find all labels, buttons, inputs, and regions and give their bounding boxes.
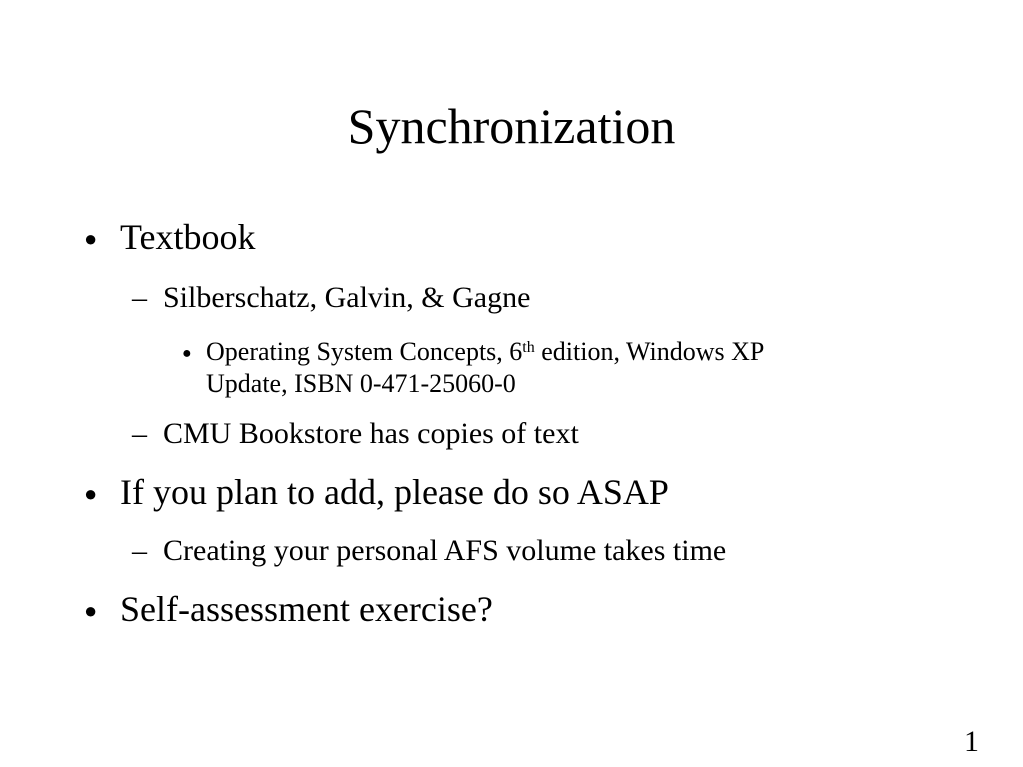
bullet-marker: ●	[84, 598, 98, 623]
book-details-line-2: Update, ISBN 0-471-25060-0	[206, 369, 516, 398]
sub-bullet-text: Creating your personal AFS volume takes time	[163, 534, 727, 567]
bullet-text: Self-assessment exercise?	[120, 589, 493, 629]
dash-marker: –	[132, 417, 147, 450]
sub-bullet-text: CMU Bookstore has copies of text	[163, 417, 579, 450]
book-text-before-sup: Operating System Concepts, 6	[206, 337, 523, 366]
sub-bullet-text: Silberschatz, Galvin, & Gagne	[163, 281, 531, 314]
dash-marker: –	[132, 534, 147, 567]
slide-title: Synchronization	[347, 98, 676, 154]
book-text-after-sup: edition, Windows XP	[534, 337, 765, 366]
bullet-text: If you plan to add, please do so ASAP	[120, 472, 669, 512]
book-details-line-1	[206, 336, 764, 368]
bullet-marker: ●	[84, 226, 98, 251]
ordinal-suffix: th	[522, 339, 535, 356]
page-number: 1	[964, 725, 979, 758]
bullet-text: Textbook	[120, 217, 256, 257]
bullet-marker: ●	[84, 481, 98, 506]
dash-marker: –	[132, 281, 147, 314]
bullet-marker: ●	[182, 345, 192, 362]
